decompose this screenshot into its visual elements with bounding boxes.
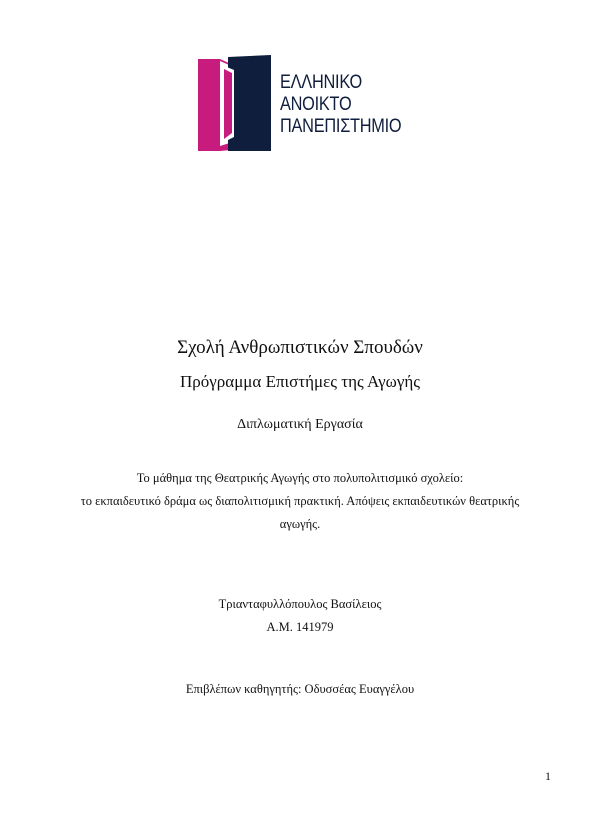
supervisor: Επιβλέπων καθηγητής: Οδυσσέας Ευαγγέλου — [185, 682, 415, 696]
thesis-title-line-3: αγωγής. — [279, 517, 321, 531]
thesis-title-line-2: το εκπαιδευτικό δράμα ως διαπολιτισμική πρακτική. Απόψεις εκπαιδευτικών θεατρικής — [80, 494, 520, 508]
hellenic-open-university-logo-icon — [198, 55, 273, 153]
logo-line-3: ΠΑΝΕΠΙΣΤΗΜΙΟ — [280, 116, 402, 137]
university-logo — [198, 55, 413, 155]
thesis-title-line-1: Το μάθημα της Θεατρικής Αγωγής στο πολυπολιτισμικό σχολείο: — [136, 471, 464, 485]
logo-wordmark — [280, 72, 401, 138]
author-name: Τριανταφυλλόπουλος Βασίλειος — [218, 597, 382, 611]
logo-line-2: ΑΝΟΙΚΤΟ — [280, 94, 352, 115]
student-id: Α.Μ. 141979 — [266, 620, 334, 634]
logo-line-1: ΕΛΛΗΝΙΚΟ — [280, 72, 362, 93]
thesis-type: Διπλωματική Εργασία — [237, 417, 363, 432]
program-name: Πρόγραμμα Επιστήμες της Αγωγής — [180, 372, 420, 391]
thesis-title — [60, 467, 540, 536]
page-number: 1 — [545, 769, 551, 783]
school-name: Σχολή Ανθρωπιστικών Σπουδών — [177, 337, 423, 358]
